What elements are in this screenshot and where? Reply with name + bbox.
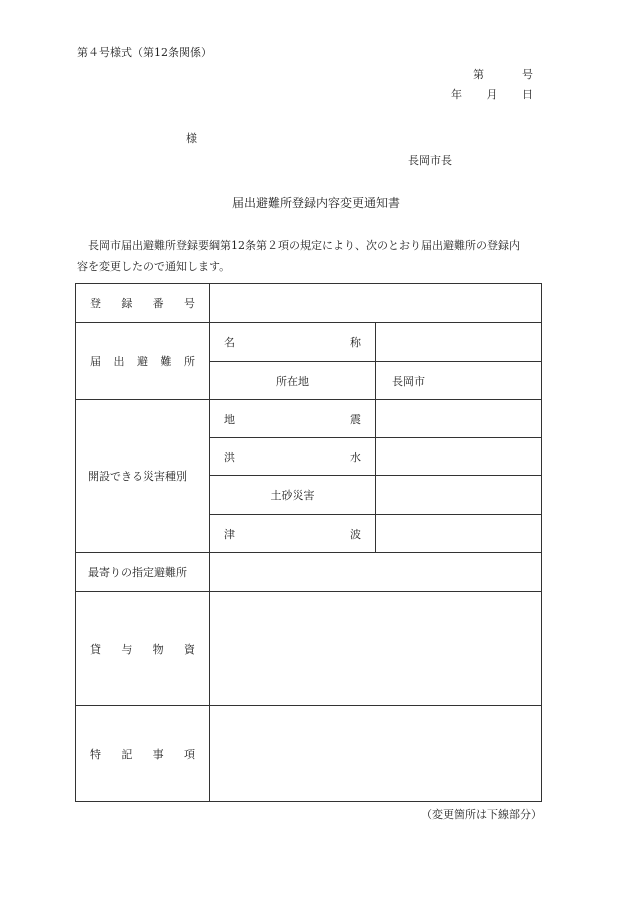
disaster-type-landslide-label: 土砂災害	[210, 476, 376, 515]
disaster-type-tsunami-field[interactable]	[376, 515, 542, 553]
shelter-name-field[interactable]	[376, 323, 542, 362]
footnote: （変更箇所は下線部分）	[421, 808, 542, 821]
form-number: 第４号様式（第12条関係）	[77, 46, 212, 59]
disaster-type-earthquake-label: 地 震	[210, 400, 376, 438]
disaster-type-flood-label: 洪 水	[210, 438, 376, 476]
shelter-name-label: 名 称	[210, 323, 376, 362]
nearest-shelter-field[interactable]	[210, 553, 542, 592]
date-year: 年	[451, 88, 462, 101]
date-month: 月	[486, 88, 498, 101]
form-table	[75, 283, 542, 802]
shelter-location-field[interactable]: 長岡市	[376, 362, 542, 400]
body-text-line-2: 容を変更したので通知します。	[77, 260, 231, 273]
number-suffix: 号	[522, 68, 533, 81]
shelter-location-label: 所在地	[210, 362, 376, 400]
body-text-line-1: 長岡市届出避難所登録要綱第12条第２項の規定により、次のとおり届出避難所の登録内	[88, 239, 520, 252]
loan-goods-field[interactable]	[210, 592, 542, 706]
nearest-shelter-label: 最寄りの指定避難所	[76, 553, 210, 592]
date-line	[451, 86, 533, 102]
remarks-field[interactable]	[210, 706, 542, 802]
disaster-type-earthquake-field[interactable]	[376, 400, 542, 438]
shelter-label: 届 出 避 難 所	[76, 323, 210, 400]
remarks-label: 特 記 事 項	[76, 706, 210, 802]
document-number-line	[473, 66, 533, 82]
date-day: 日	[522, 88, 533, 101]
disaster-type-flood-field[interactable]	[376, 438, 542, 476]
loan-goods-label: 貸 与 物 資	[76, 592, 210, 706]
sender-name: 長岡市長	[408, 154, 452, 167]
recipient-suffix: 様	[186, 132, 197, 145]
registration-number-field[interactable]	[210, 284, 542, 323]
disaster-type-landslide-field[interactable]	[376, 476, 542, 515]
number-prefix: 第	[473, 68, 484, 81]
disaster-types-label: 開設できる災害種別	[76, 400, 210, 553]
registration-number-label: 登 録 番 号	[76, 284, 210, 323]
document-title: 届出避難所登録内容変更通知書	[232, 196, 401, 210]
disaster-type-tsunami-label: 津 波	[210, 515, 376, 553]
